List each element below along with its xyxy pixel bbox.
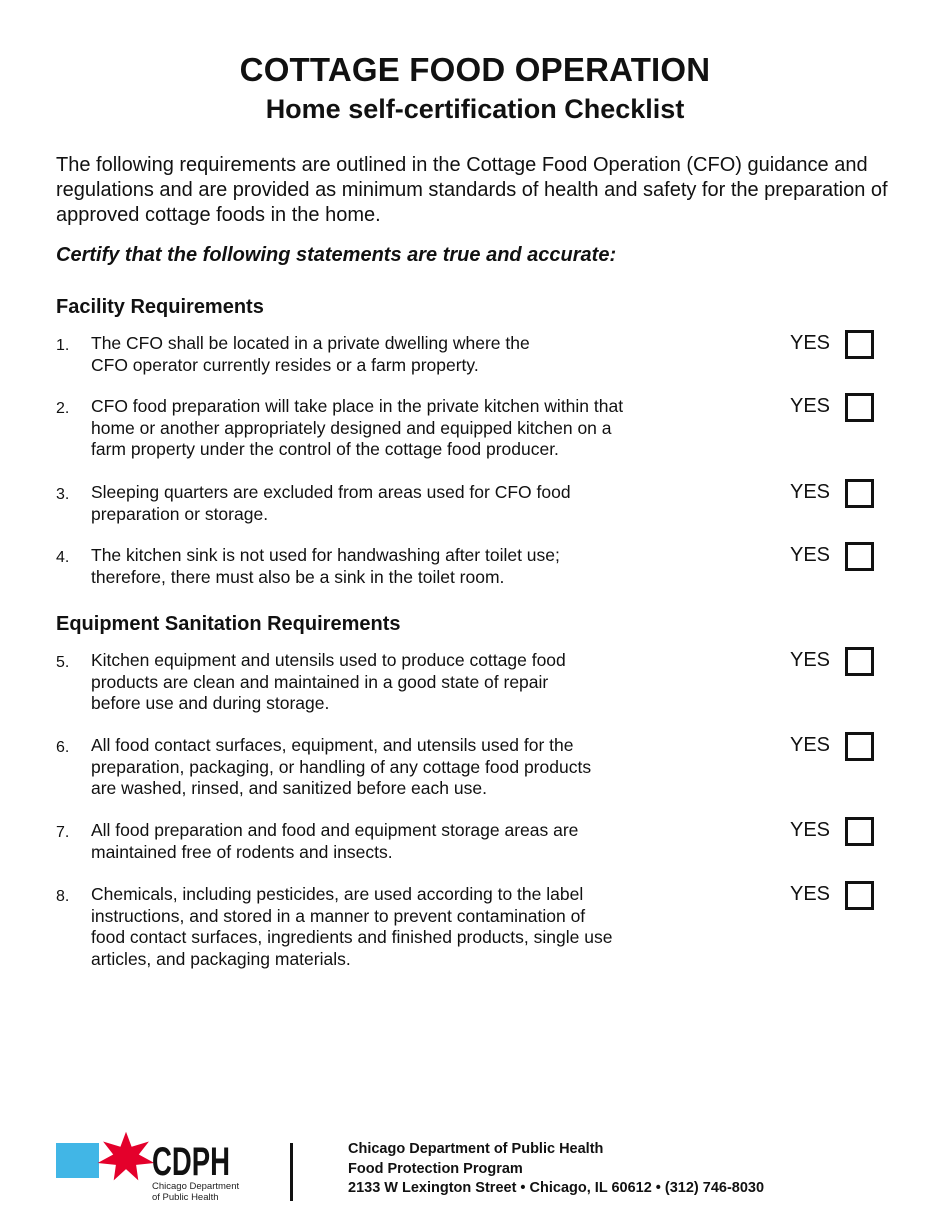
cdph-logo-mark bbox=[56, 1132, 246, 1182]
certify-statement: Certify that the following statements are true and accurate: bbox=[56, 244, 617, 266]
yes-checkbox[interactable] bbox=[845, 881, 874, 910]
yes-label: YES bbox=[790, 819, 831, 841]
footer-org-name: Chicago Department of Public Health bbox=[348, 1141, 604, 1157]
item-text: Sleeping quarters are excluded from areas used for CFO food preparation or storage. bbox=[91, 482, 571, 524]
item-text: Chemicals, including pesticides, are used according to the label instructions, and stored in a manner to prevent contamination of food contact surfaces, ingredients and finished products, single use articles, and packaging materials. bbox=[91, 884, 613, 969]
logo-blue-block bbox=[56, 1143, 99, 1178]
yes-label: YES bbox=[790, 734, 831, 756]
yes-label: YES bbox=[790, 649, 831, 671]
item-number: 3. bbox=[56, 486, 70, 503]
item-text: The CFO shall be located in a private dwelling where the CFO operator currently resides or a farm property. bbox=[91, 333, 530, 375]
section-heading-equipment: Equipment Sanitation Requirements bbox=[56, 613, 401, 635]
item-text: Kitchen equipment and utensils used to produce cottage food products are clean and maintained in a good state of repair before use and during storage. bbox=[91, 650, 566, 713]
item-text: CFO food preparation will take place in the private kitchen within that home or another appropriately designed and equipped kitchen on a farm property under the control of the cottage food producer. bbox=[91, 396, 624, 459]
page-subtitle: Home self-certification Checklist bbox=[265, 94, 685, 124]
footer-address: 2133 W Lexington Street • Chicago, IL 60612 • (312) 746-8030 bbox=[348, 1180, 765, 1196]
item-number: 4. bbox=[56, 549, 70, 566]
yes-label: YES bbox=[790, 883, 831, 905]
footer-contact bbox=[348, 1140, 764, 1199]
page-title: COTTAGE FOOD OPERATION bbox=[239, 51, 711, 88]
yes-label: YES bbox=[790, 544, 831, 566]
logo-wordmark: CDPH bbox=[152, 1140, 230, 1184]
section-heading-facility: Facility Requirements bbox=[56, 296, 264, 318]
item-text: All food preparation and food and equipment storage areas are maintained free of rodents and insects. bbox=[91, 820, 579, 862]
logo-subtext: Chicago Department of Public Health bbox=[152, 1181, 240, 1203]
yes-checkbox[interactable] bbox=[845, 542, 874, 571]
yes-checkbox[interactable] bbox=[845, 732, 874, 761]
star-icon bbox=[98, 1132, 155, 1181]
item-number: 2. bbox=[56, 400, 70, 417]
yes-label: YES bbox=[790, 481, 831, 503]
yes-label: YES bbox=[790, 395, 831, 417]
yes-checkbox[interactable] bbox=[845, 647, 874, 676]
yes-checkbox[interactable] bbox=[845, 330, 874, 359]
yes-label: YES bbox=[790, 332, 831, 354]
yes-checkbox[interactable] bbox=[845, 479, 874, 508]
footer-divider bbox=[290, 1143, 293, 1201]
item-number: 8. bbox=[56, 888, 70, 905]
cdph-logo bbox=[56, 1132, 246, 1204]
item-number: 5. bbox=[56, 654, 70, 671]
item-text: The kitchen sink is not used for handwashing after toilet use; therefore, there must also be a sink in the toilet room. bbox=[91, 545, 560, 587]
item-text: All food contact surfaces, equipment, and utensils used for the preparation, packaging, or handling of any cottage food products are washed, rinsed, and sanitized before each use. bbox=[91, 735, 592, 798]
yes-checkbox[interactable] bbox=[845, 817, 874, 846]
intro-paragraph: The following requirements are outlined in the Cottage Food Operation (CFO) guidance and regulations and are provided as minimum standards of health and safety for the preparation of approved cottage foods in the home. bbox=[56, 154, 888, 226]
item-number: 6. bbox=[56, 739, 70, 756]
item-number: 1. bbox=[56, 337, 70, 354]
footer-program: Food Protection Program bbox=[348, 1160, 523, 1177]
yes-checkbox[interactable] bbox=[845, 393, 874, 422]
item-number: 7. bbox=[56, 824, 70, 841]
